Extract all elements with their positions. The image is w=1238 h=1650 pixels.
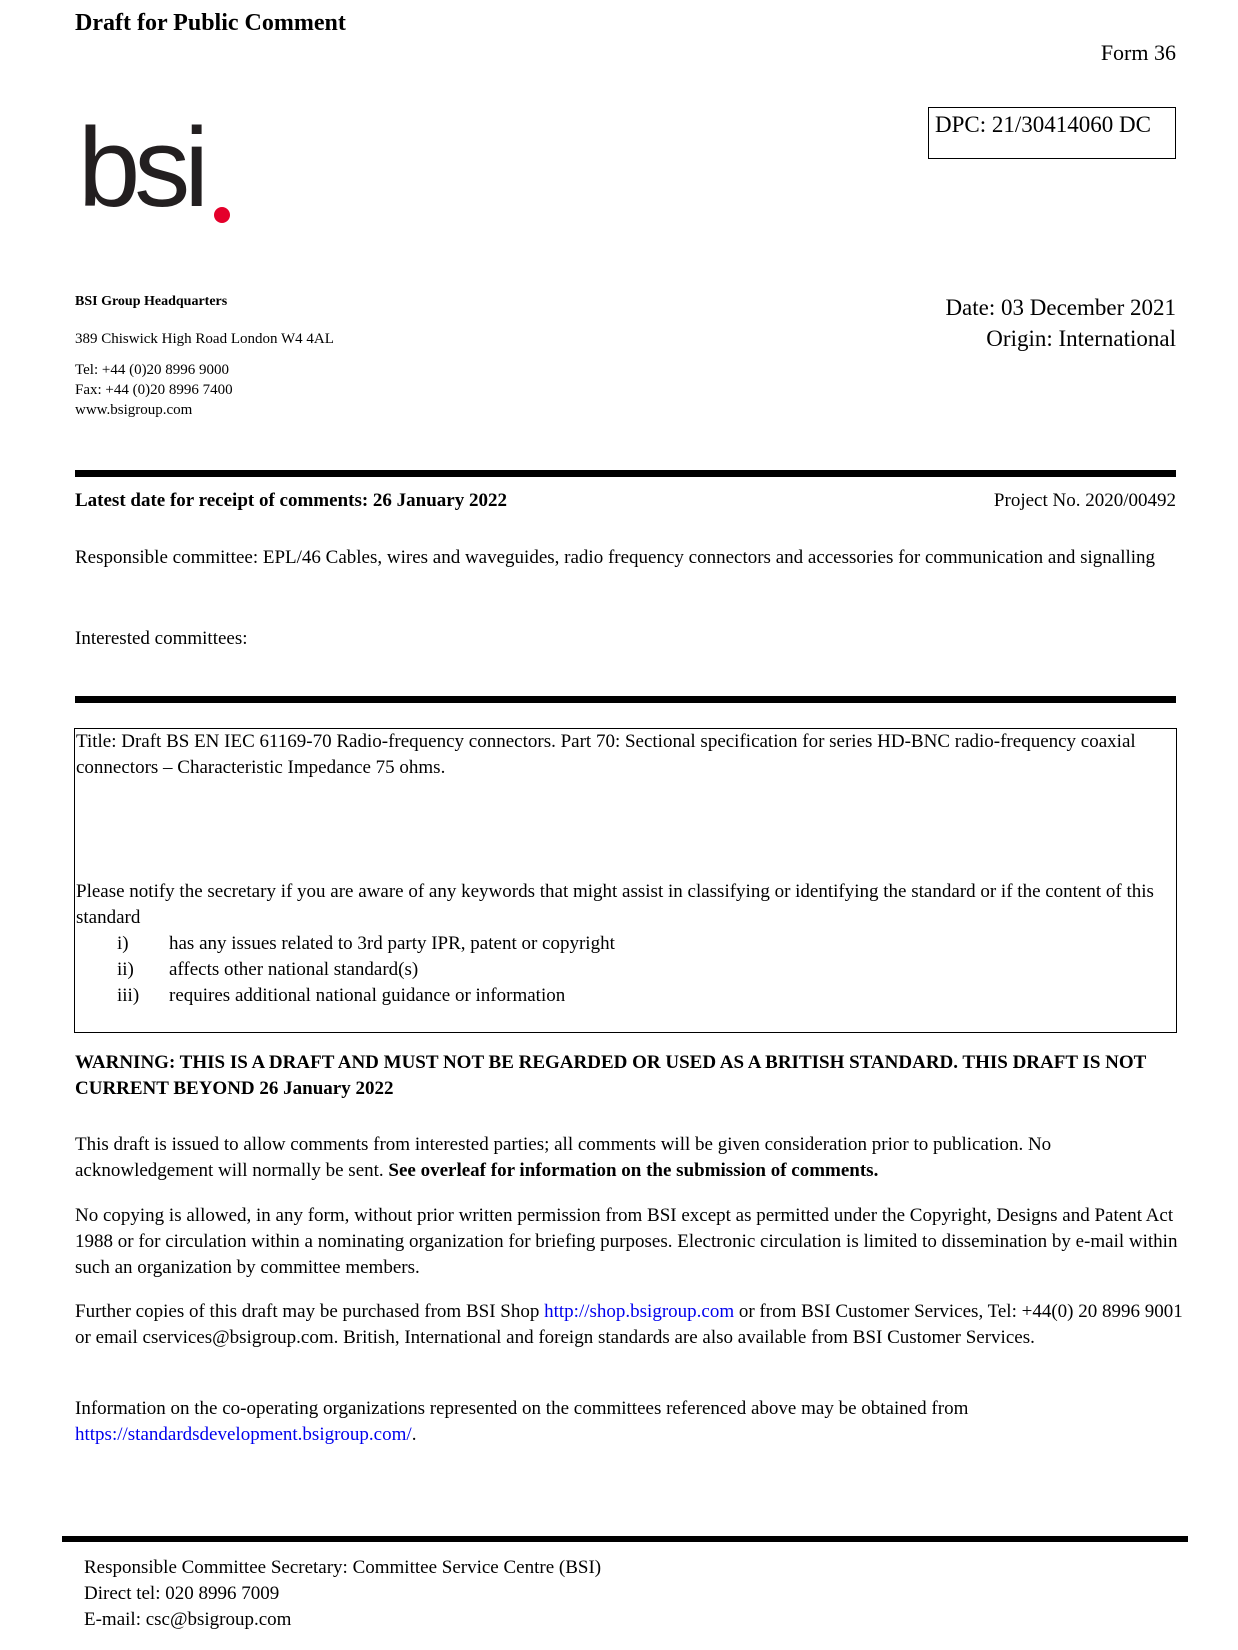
footer-direct-tel: Direct tel: 020 8996 7009 (84, 1583, 280, 1604)
footer-email: E-mail: csc@bsigroup.com (84, 1609, 292, 1630)
draft-warning: WARNING: THIS IS A DRAFT AND MUST NOT BE REGARDED OR USED AS A BRITISH STANDARD. THIS DRAFT IS NOT CURRENT BEYOND 26 January 2022 (75, 1052, 1146, 1099)
footer-secretary: Responsible Committee Secretary: Committee Service Centre (BSI) (84, 1557, 602, 1578)
paragraph-copying: No copying is allowed, in any form, without prior written permission from BSI except as permitted under the Copyright, Designs and Patent Act 1988 or for circulation within a nominating organization for briefing purposes. Electronic circulation is limited to dissemination by e-mail within such an organization by committee members. (75, 1205, 1178, 1278)
paragraph-organizations-text-a: Information on the co-operating organizations represented on the committees referenced above may be obtained from (75, 1398, 969, 1419)
notify-text: Please notify the secretary if you are aware of any keywords that might assist in classifying or identifying the standard or if the content of this standard (76, 881, 1154, 928)
paragraph-issue-bold: See overleaf for information on the submission of comments. (388, 1160, 879, 1181)
date-origin-block (945, 292, 1176, 354)
paragraph-issue-text: This draft is issued to allow comments from interested parties; all comments will be given consideration prior to publication. No acknowledgement will normally be sent. (75, 1134, 1052, 1181)
form-number: Form 36 (1100, 40, 1176, 65)
paragraph-organizations (75, 1396, 1183, 1448)
list-item-text: affects other national standard(s) (169, 959, 419, 980)
document-origin: Origin: International (986, 326, 1176, 351)
paragraph-copies-text-b: or from BSI Customer Services, Tel: +44(0) 20 8996 9001 or email cservices@bsigroup.com. British, International and foreign standards are also available from BSI Customer Services. (75, 1301, 1183, 1348)
list-item-text: requires additional national guidance or information (169, 985, 566, 1006)
bsi-logo-dot (214, 207, 230, 223)
bsi-logo (78, 105, 204, 232)
divider-footer (62, 1536, 1188, 1542)
paragraph-issue (75, 1132, 1183, 1184)
list-item-number: iii) (117, 985, 140, 1006)
hq-address: 389 Chiswick High Road London W4 4AL (75, 331, 334, 347)
paragraph-copies (75, 1299, 1183, 1351)
draft-header: Draft for Public Comment (75, 10, 346, 36)
interested-committees: Interested committees: (75, 628, 248, 649)
responsible-committee: Responsible committee: EPL/46 Cables, wires and waveguides, radio frequency connectors and accessories for communication and signalling (75, 547, 1156, 568)
hq-contacts (75, 360, 233, 420)
list-item (117, 957, 615, 983)
divider-middle (75, 696, 1176, 703)
divider-top (75, 470, 1176, 477)
dpc-reference: DPC: 21/30414060 DC (928, 107, 1176, 159)
latest-comment-date: Latest date for receipt of comments: 26 January 2022 (75, 490, 507, 511)
project-number: Project No. 2020/00492 (993, 490, 1176, 511)
hq-name: BSI Group Headquarters (75, 294, 228, 309)
list-item-number: ii) (117, 959, 134, 980)
bsi-logo-text: bsi (78, 105, 204, 230)
hq-tel: Tel: +44 (0)20 8996 9000 (75, 362, 230, 378)
shop-link[interactable]: http://shop.bsigroup.com (544, 1301, 735, 1322)
standard-title: Title: Draft BS EN IEC 61169-70 Radio-frequency connectors. Part 70: Sectional specification for series HD-BNC radio-frequency coaxial connectors – Characteristic Impedance 75 ohms. (76, 731, 1136, 778)
title-box (74, 728, 1177, 1033)
standards-development-link[interactable]: https://standardsdevelopment.bsigroup.com/ (75, 1424, 412, 1445)
hq-web: www.bsigroup.com (75, 402, 193, 418)
list-item (117, 931, 615, 957)
paragraph-copies-text-a: Further copies of this draft may be purchased from BSI Shop (75, 1301, 545, 1322)
document-date: Date: 03 December 2021 (945, 295, 1176, 320)
hq-fax: Fax: +44 (0)20 8996 7400 (75, 382, 233, 398)
paragraph-organizations-text-b: . (411, 1424, 417, 1445)
list-item-number: i) (117, 933, 129, 954)
footer (84, 1555, 601, 1633)
list-item (117, 983, 615, 1009)
notify-list (117, 931, 615, 1009)
list-item-text: has any issues related to 3rd party IPR, patent or copyright (169, 933, 615, 954)
